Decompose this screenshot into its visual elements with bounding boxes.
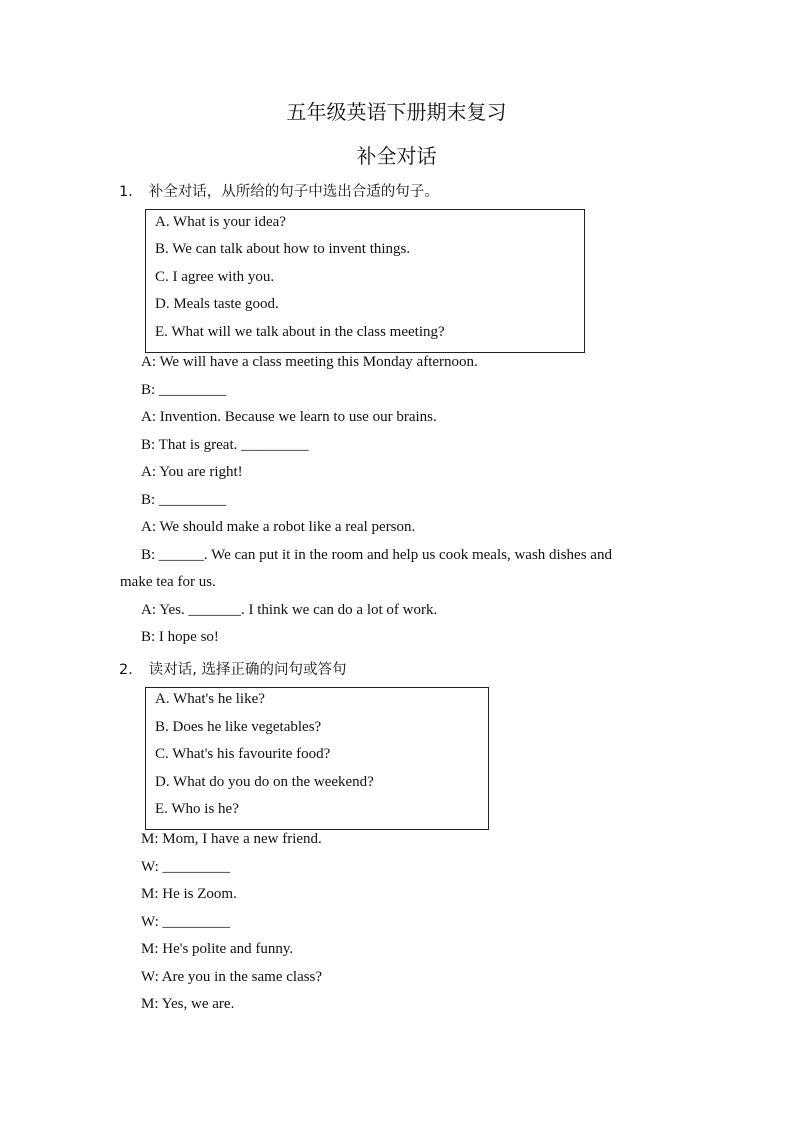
option-c: C. What's his favourite food? <box>155 746 331 762</box>
option-b: B. Does he like vegetables? <box>155 719 322 735</box>
question-number: 2． <box>119 662 143 678</box>
question-instruction: 补全对话，从所给的句子中选出合适的句子。 <box>148 184 439 200</box>
page-subtitle: 补全对话 <box>356 144 437 168</box>
dialogue-line: B: _________ <box>141 382 227 398</box>
option-d: D. Meals taste good. <box>155 296 279 312</box>
options-box <box>145 209 585 353</box>
option-e: E. Who is he? <box>155 801 239 817</box>
dialogue-line-continued: make tea for us. <box>120 574 216 590</box>
question-1-heading <box>119 180 439 201</box>
option-e: E. What will we talk about in the class meeting? <box>155 324 445 340</box>
question-2-heading <box>119 658 346 679</box>
dialogue-line: A: We should make a robot like a real person. <box>141 519 416 535</box>
dialogue-line: W: Are you in the same class? <box>141 969 323 985</box>
dialogue-line: B: I hope so! <box>141 629 219 645</box>
option-b: B. We can talk about how to invent things. <box>155 241 411 257</box>
dialogue-line: B: _________ <box>141 492 227 508</box>
question-instruction: 读对话, 选择正确的问句或答句 <box>148 662 347 678</box>
dialogue-line: A: We will have a class meeting this Monday afternoon. <box>141 354 478 370</box>
dialogue-line: B: That is great. _________ <box>141 437 309 453</box>
dialogue-line: A: Yes. _______. I think we can do a lot of work. <box>141 602 438 618</box>
dialogue-line: M: He's polite and funny. <box>141 941 294 957</box>
dialogue-line: M: He is Zoom. <box>141 886 237 902</box>
page-title: 五年级英语下册期末复习 <box>286 100 507 124</box>
question-number: 1． <box>119 184 143 200</box>
dialogue-line: W: _________ <box>141 914 231 930</box>
dialogue-line: B: ______. We can put it in the room and help us cook meals, wash dishes and <box>141 547 612 563</box>
dialogue-line: A: Invention. Because we learn to use our brains. <box>141 409 437 425</box>
option-a: A. What is your idea? <box>155 214 286 230</box>
options-box <box>145 687 489 830</box>
dialogue-line: M: Mom, I have a new friend. <box>141 831 322 847</box>
option-d: D. What do you do on the weekend? <box>155 774 374 790</box>
option-a: A. What's he like? <box>155 691 265 707</box>
dialogue-line: A: You are right! <box>141 464 243 480</box>
dialogue-line: M: Yes, we are. <box>141 996 235 1012</box>
option-c: C. I agree with you. <box>155 269 275 285</box>
dialogue-line: W: _________ <box>141 859 231 875</box>
